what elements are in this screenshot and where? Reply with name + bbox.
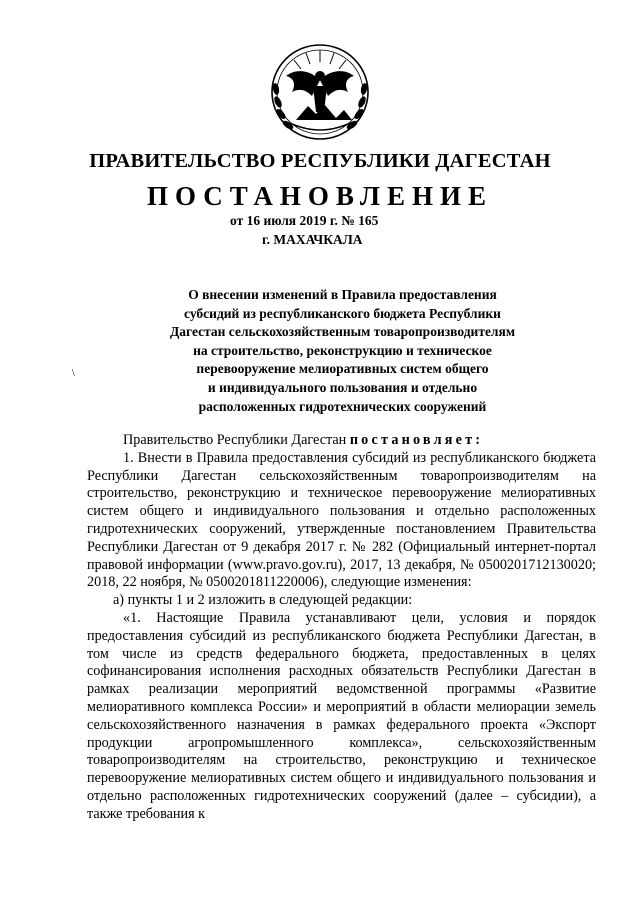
paragraph-item-a: а) пункты 1 и 2 изложить в следующей редакции: bbox=[113, 592, 413, 609]
document-body bbox=[87, 432, 596, 824]
paragraph-item-1: 1. Внести в Правила предоставления субсидий из республиканского бюджета Республики Дагестан сельскохозяйственным товаропроизводителям на строительство, реконструкцию и техническое перевооружение мелиоративных систем общего и индивидуального пользования и отдельно расположенных гидротехнических сооружений, утвержденные постановлением Правительства Республики Дагестан от 9 декабря 2017 г. № 282 (Официальный интернет-портал правовой информации (www.pravo.gov.ru), 2017, 13 декабря, № 0500201712130020; 2018, 22 ноября, № 0500201811220006), следующие изменения: bbox=[87, 449, 596, 591]
subject-line: и индивидуального пользования и отдельно bbox=[207, 379, 478, 395]
document-city: г. МАХАЧКАЛА bbox=[262, 232, 363, 247]
intro-prefix: Правительство Республики Дагестан bbox=[123, 432, 347, 448]
subject-line: субсидий из республиканского бюджета Республики bbox=[184, 305, 501, 321]
subject-line: О внесении изменений в Правила предоставления bbox=[188, 287, 497, 302]
intro-keyword: постановляет: bbox=[349, 432, 484, 448]
subject-line: расположенных гидротехнических сооружений bbox=[198, 398, 487, 414]
government-title: ПРАВИТЕЛЬСТВО РЕСПУБЛИКИ ДАГЕСТАН bbox=[89, 150, 551, 172]
subject-line: Дагестан сельскохозяйственным товаропроизводителям bbox=[169, 324, 516, 340]
dagestan-coat-of-arms-icon bbox=[266, 40, 374, 144]
paragraph-quote-1: «1. Настоящие Правила устанавливают цели, условия и порядок предоставления субсидий из республиканского бюджета Республики Дагестан, в том числе из средств федерального бюджета, предоставленных в целях софинансирования исполнения расходных обязательств Республики Дагестан в рамках реализации мероприятий ведомственной программы «Развитие мелиоративного комплекса России» и мероприятий в области мелиорации земель сельскохозяйственного назначения в рамках федерального проекта «Экспорт продукции агропромышленного комплекса», сельскохозяйственным товаропроизводителям на строительство, реконструкцию и техническое перевооружение мелиоративных систем общего и индивидуального пользования и отдельно расположенных гидротехнических сооружений (далее – субсидии), а также требования к bbox=[87, 609, 596, 822]
document-date-number: от 16 июля 2019 г. № 165 bbox=[230, 213, 379, 228]
document-subject bbox=[120, 286, 565, 416]
subject-line: на строительство, реконструкцию и техническое bbox=[193, 342, 492, 358]
intro-paragraph bbox=[87, 432, 596, 450]
margin-mark: \ bbox=[72, 368, 75, 379]
document-type-title: ПОСТАНОВЛЕНИЕ bbox=[146, 181, 494, 211]
subject-line: перевооружение мелиоративных систем общего bbox=[196, 361, 489, 377]
